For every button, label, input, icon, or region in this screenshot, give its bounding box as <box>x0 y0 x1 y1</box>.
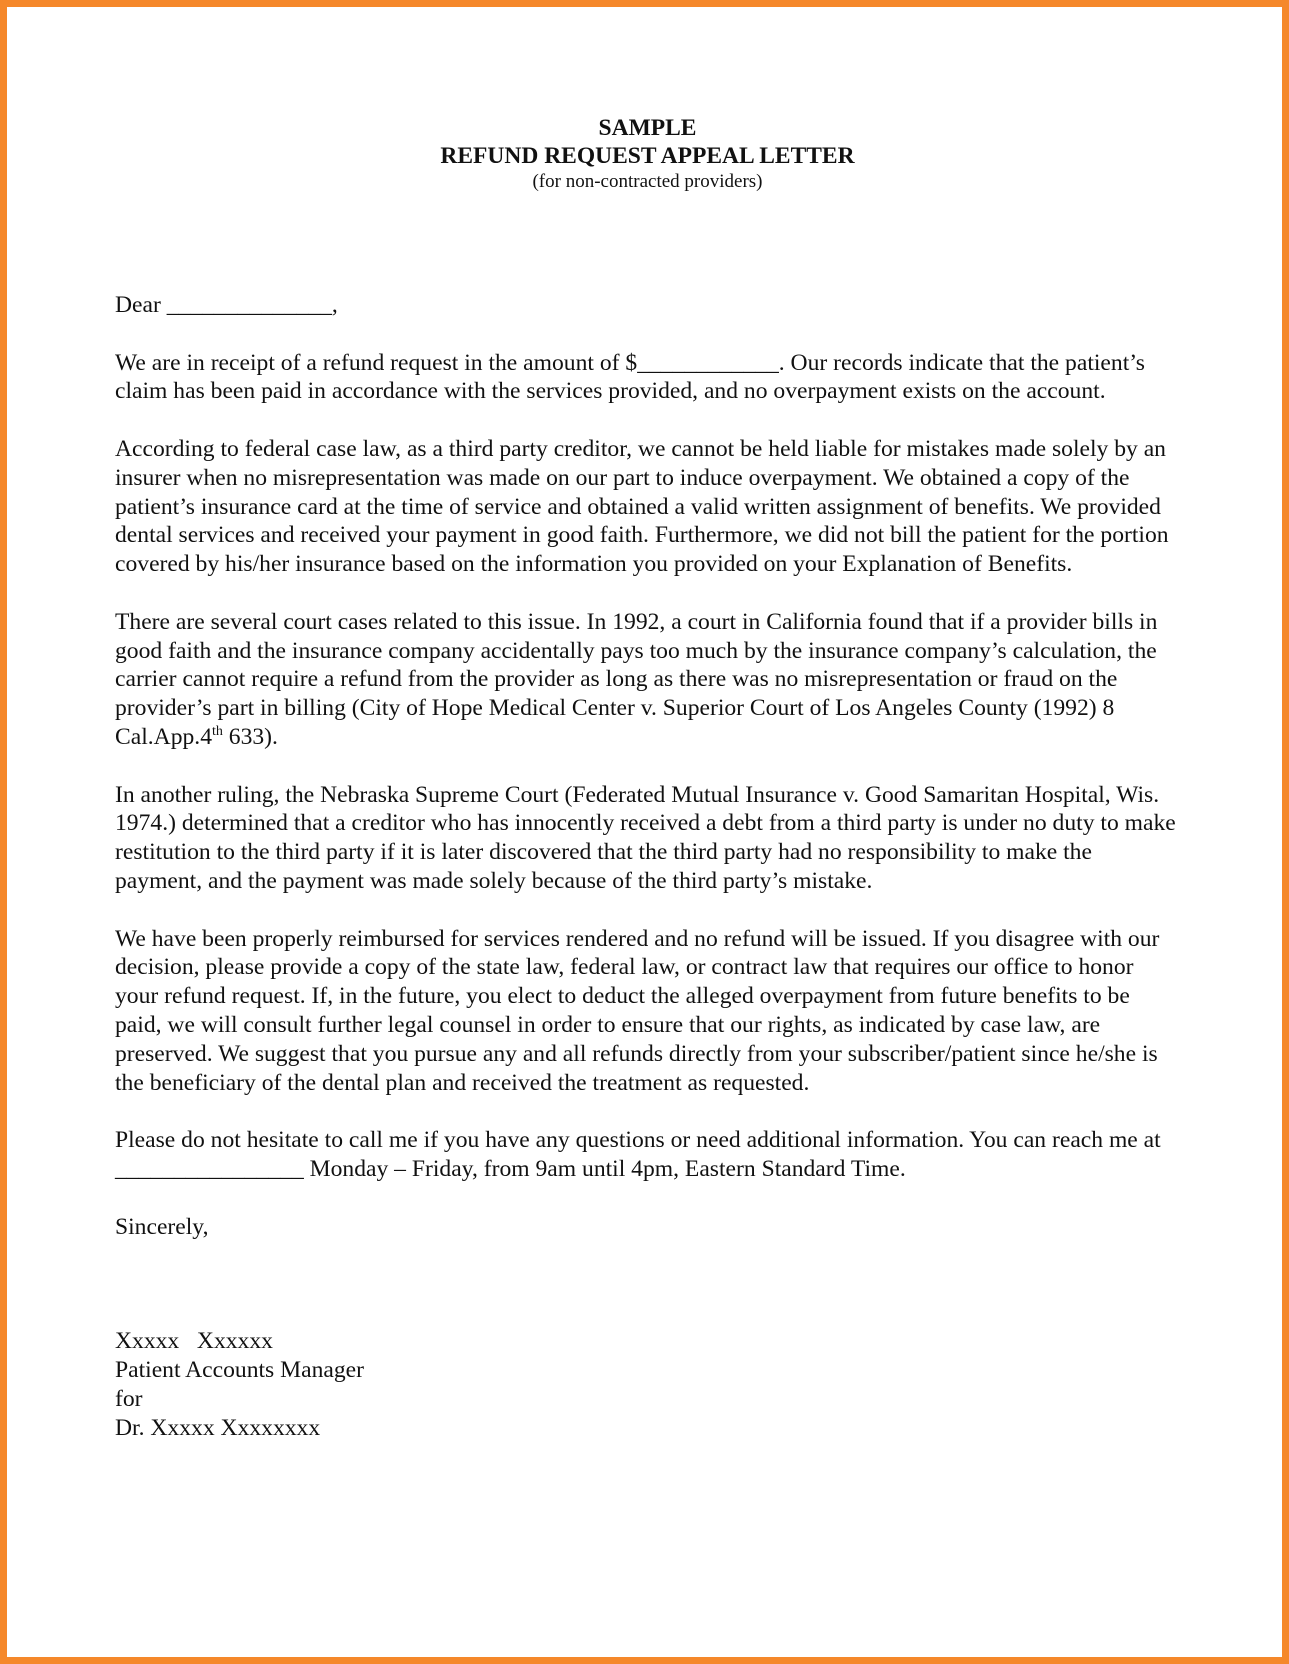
signature-block <box>115 1327 1180 1442</box>
salutation: Dear ______________, <box>115 292 338 318</box>
signer-name: Xxxxx Xxxxxx <box>115 1328 273 1355</box>
closing: Sincerely, <box>115 1213 209 1240</box>
signer-title: Patient Accounts Manager <box>115 1357 364 1384</box>
doctor-name: Dr. Xxxxx Xxxxxxxx <box>115 1414 321 1441</box>
header-title-main: REFUND REQUEST APPEAL LETTER <box>440 143 855 169</box>
paragraph-reimbursement: We have been properly reimbursed for services rendered and no refund will be issued. If you disagree with our decision, please provide a copy of the state law, federal law, or contract law that requires our office to honor your refund request. If, in the future, you elect to deduct the alleged overpayment from future benefits to be paid, we will consult further legal counsel in order to ensure that our rights, as indicated by case law, are preserved. We suggest that you pursue any and all refunds directly from your subscriber/patient since he/she is the beneficiary of the dental plan and received the treatment as requested. <box>115 925 1160 1096</box>
letter-document <box>115 114 1180 1442</box>
paragraph-court-cases <box>115 608 1180 752</box>
paragraph-federal-case-law: According to federal case law, as a third party creditor, we cannot be held liable for mistakes made solely by an insurer when no misrepresentation was made on our part to induce overpayment. We obtained a copy of the patient’s insurance card at the time of service and obtained a valid written assignment of benefits. We provided dental services and received your payment in good faith. Furthermore, we did not bill the patient for the portion covered by his/her insurance based on the information you provided on your Explanation of Benefits. <box>115 435 1169 578</box>
header-title-sample: SAMPLE <box>598 115 697 141</box>
signer-for-line: for <box>115 1385 143 1412</box>
court-cases-citation-end: 633). <box>222 723 278 750</box>
paragraph-refund-receipt: We are in receipt of a refund request in the amount of $____________. Our records indicate that the patient’s claim has been paid in accordance with the services provided, and no overpayment exists on the account. <box>115 349 1145 405</box>
header-subtitle: (for non-contracted providers) <box>532 171 763 192</box>
paragraph-nebraska-ruling: In another ruling, the Nebraska Supreme Court (Federated Mutual Insurance v. Good Samaritan Hospital, Wis. 1974.) determined that a creditor who has innocently received a debt from a third party is under no duty to make restitution to the third party if it is later discovered that the third party had no responsibility to make the payment, and the payment was made solely because of the third party’s mistake. <box>115 781 1176 894</box>
court-cases-text: There are several court cases related to this issue. In 1992, a court in California found that if a provider bills in good faith and the insurance company accidentally pays too much by the insurance company’s calculation, the carrier cannot require a refund from the provider as long as there was no misrepresentation or fraud on the provider’s part in billing (City of Hope Medical Center v. Superior Court of Los Angeles County (1992) 8 Cal.App.4 <box>115 608 1158 750</box>
ordinal-superscript: th <box>212 723 223 739</box>
paragraph-contact-info: Please do not hesitate to call me if you have any questions or need additional information. You can reach me at ________________ Monday – Friday, from 9am until 4pm, Eastern Standard Time. <box>115 1127 1161 1182</box>
letter-header <box>115 114 1180 194</box>
